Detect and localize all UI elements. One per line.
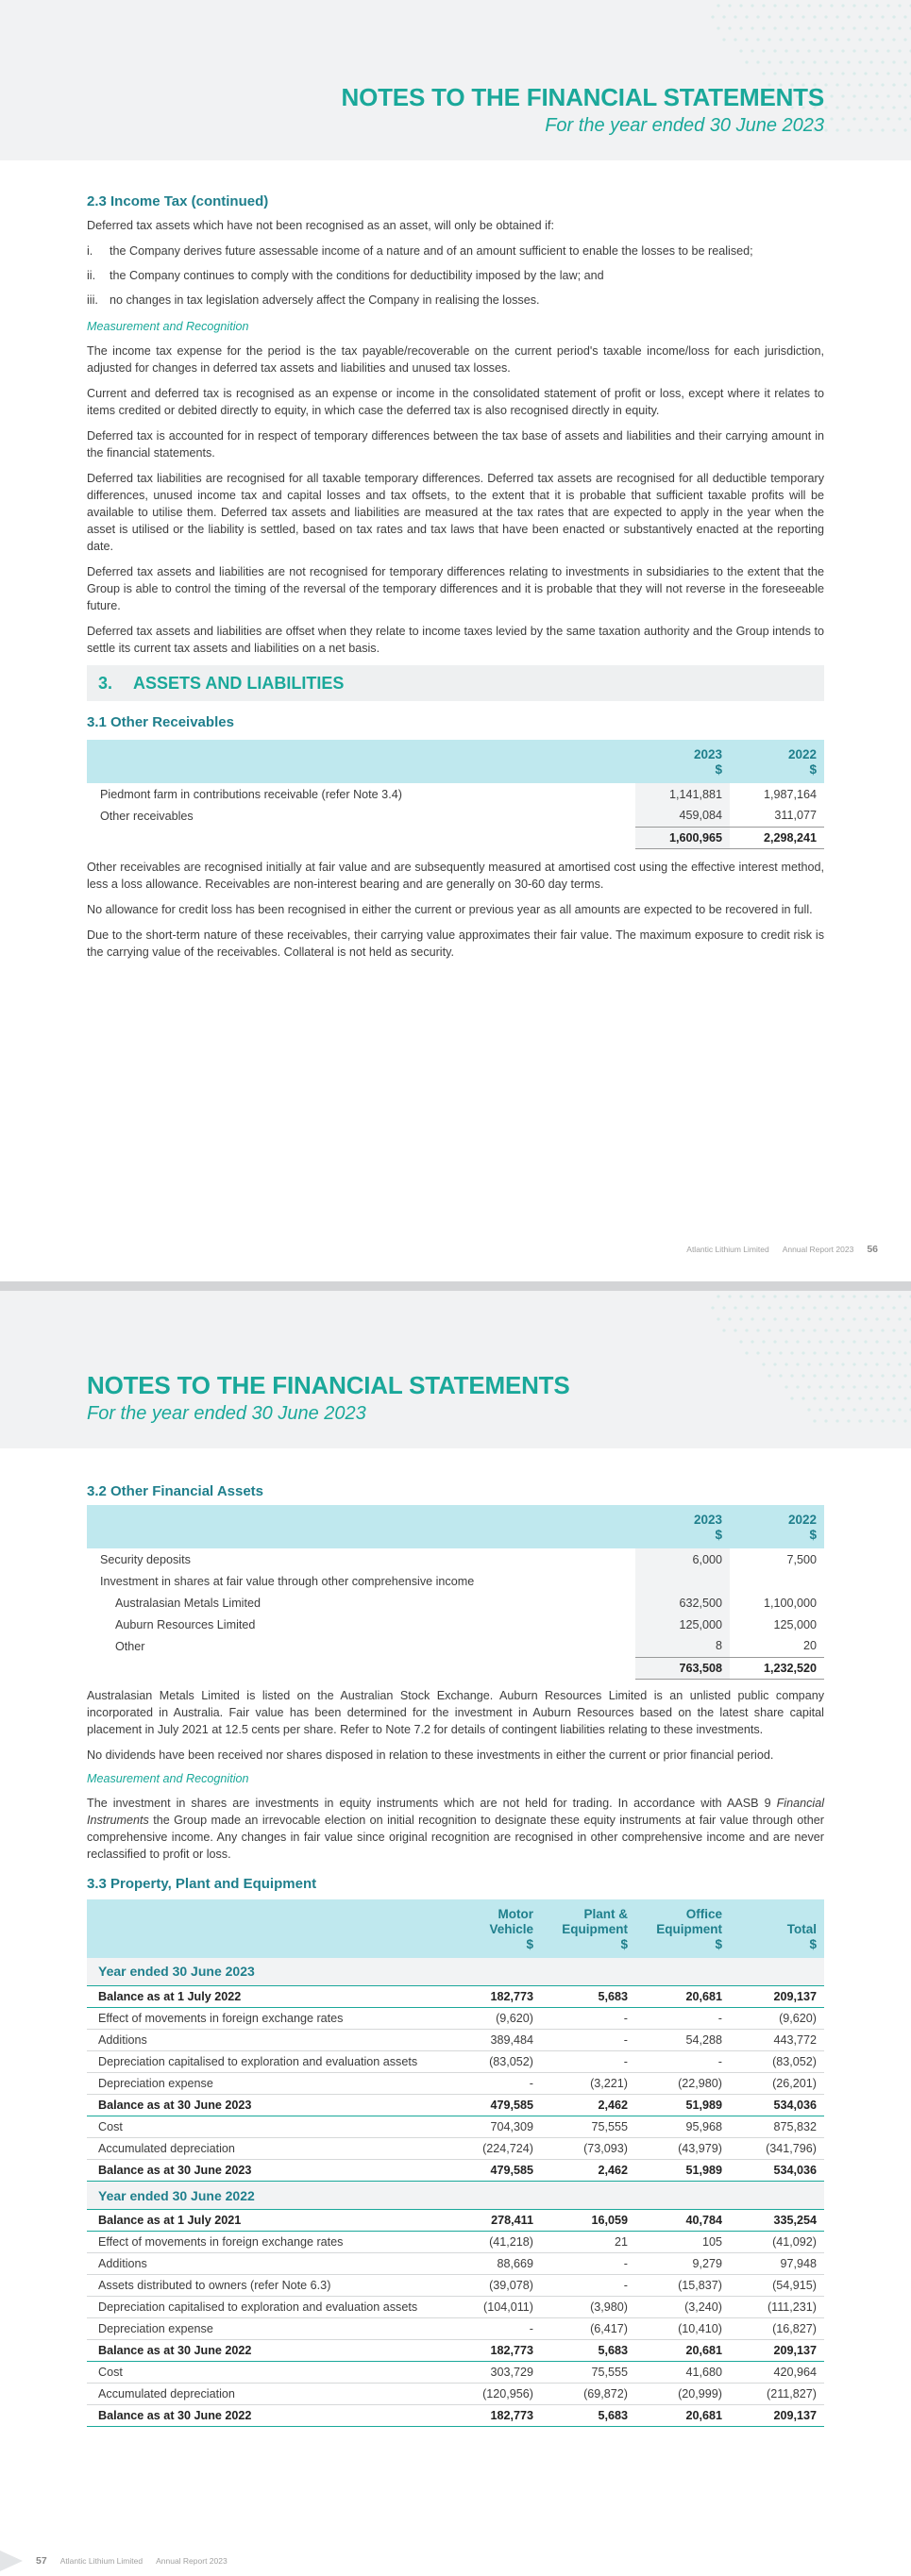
table-row: Balance as at 30 June 2023 479,585 2,462 51,989 534,036 bbox=[87, 2095, 824, 2116]
page-56 bbox=[0, 0, 911, 1281]
table-cell: 303,729 bbox=[447, 2362, 541, 2384]
table-cell: (120,956) bbox=[447, 2384, 541, 2405]
table-cell: 2,462 bbox=[541, 2095, 635, 2116]
paragraph: Deferred tax assets and liabilities are offset when they relate to income taxes levied by the same taxation authority and the Group intends to settle its current tax assets and liabilities on a net basis. bbox=[87, 625, 824, 655]
subheading-measurement: Measurement and Recognition bbox=[87, 320, 249, 333]
column-header: 2022 bbox=[787, 747, 817, 761]
column-header: Plant & bbox=[583, 1906, 628, 1921]
other-receivables-table: 2023 $ 2022 $ Piedmont farm in contributions receivable (refer Note 3.4) 1,141,881 1,987,164 Other receivables 459,084 311,077 1,600,965 2,298,241 bbox=[87, 740, 824, 849]
conditions-list bbox=[87, 243, 824, 309]
table-cell: (9,620) bbox=[447, 2008, 541, 2030]
table-cell: 16,059 bbox=[541, 2210, 635, 2232]
page-57 bbox=[0, 1291, 911, 2576]
table-cell: 51,989 bbox=[635, 2095, 730, 2116]
table-row: Assets distributed to owners (refer Note 6.3) (39,078) - (15,837) (54,915) bbox=[87, 2275, 824, 2297]
table-cell: 534,036 bbox=[730, 2160, 824, 2182]
table-cell: (211,827) bbox=[730, 2384, 824, 2405]
column-header: 2023 bbox=[693, 747, 722, 761]
table-cell: (26,201) bbox=[730, 2073, 824, 2095]
table-cell: 75,555 bbox=[541, 2116, 635, 2138]
footer-report: Annual Report 2023 bbox=[156, 2556, 228, 2566]
table-row: Piedmont farm in contributions receivable (refer Note 3.4) 1,141,881 1,987,164 bbox=[87, 783, 824, 805]
income-tax-section bbox=[87, 193, 824, 969]
table-cell: (22,980) bbox=[635, 2073, 730, 2095]
table-cell: 75,555 bbox=[541, 2362, 635, 2384]
table-cell: 182,773 bbox=[447, 1986, 541, 2008]
table-cell: 5,683 bbox=[541, 1986, 635, 2008]
paragraph: No allowance for credit loss has been recognised in either the current or previous year as all amounts are expected to be recovered in full. bbox=[87, 902, 813, 916]
table-cell: (41,092) bbox=[730, 2232, 824, 2253]
table-cell: (9,620) bbox=[730, 2008, 824, 2030]
paragraph: Current and deferred tax is recognised as an expense or income in the consolidated statement of profit or loss, except where it relates to items credited or debited directly to equity, in which case the deferred tax is also recognised directly in equity. bbox=[87, 387, 824, 417]
other-financial-assets-table: 2023 $ 2022 $ Security deposits 6,000 7,500 Investment in shares at fair value through other comprehensive income Australasian Metals Limited 632,500 1,100,000 Auburn Resources Limited 125,000 125,000 Other 8 20 763,508 1,232,520 bbox=[87, 1505, 824, 1680]
table-cell: 534,036 bbox=[730, 2095, 824, 2116]
paragraph: Deferred tax assets and liabilities are not recognised for temporary differences relating to investments in subsidiaries to the extent that the Group is able to control the timing of the reversal of the temporary differences and it is probable that they will not reverse in the foreseeable future. bbox=[87, 565, 824, 612]
table-cell: (39,078) bbox=[447, 2275, 541, 2297]
footer-company: Atlantic Lithium Limited bbox=[686, 1245, 769, 1254]
table-cell: 209,137 bbox=[730, 1986, 824, 2008]
section-title: ASSETS AND LIABILITIES bbox=[133, 673, 345, 693]
table-cell: (83,052) bbox=[730, 2051, 824, 2073]
section-heading: 2.3 Income Tax (continued) bbox=[87, 193, 269, 209]
page-title: NOTES TO THE FINANCIAL STATEMENTS bbox=[341, 83, 824, 111]
table-cell: (104,011) bbox=[447, 2297, 541, 2318]
table-cell: (3,221) bbox=[541, 2073, 635, 2095]
table-row: Other receivables 459,084 311,077 bbox=[87, 805, 824, 827]
table-cell: (224,724) bbox=[447, 2138, 541, 2160]
table-cell: 2,462 bbox=[541, 2160, 635, 2182]
table-cell: 51,989 bbox=[635, 2160, 730, 2182]
other-financial-assets-section bbox=[87, 1483, 824, 2427]
table-cell: 182,773 bbox=[447, 2340, 541, 2362]
dot-pattern-decoration bbox=[694, 1291, 911, 1432]
table-row: Depreciation capitalised to exploration and evaluation assets (104,011) (3,980) (3,240) (111,231) bbox=[87, 2297, 824, 2318]
table-cell: 105 bbox=[635, 2232, 730, 2253]
paragraph: Other receivables are recognised initially at fair value and are subsequently measured at amortised cost using the effective interest method, less a loss allowance. Receivables are non-interest bearing and are generally on 30-60 day terms. bbox=[87, 860, 824, 891]
table-cell: (15,837) bbox=[635, 2275, 730, 2297]
table-row: Auburn Resources Limited 125,000 125,000 bbox=[87, 1614, 824, 1635]
table-cell: 95,968 bbox=[635, 2116, 730, 2138]
table-cell: 40,784 bbox=[635, 2210, 730, 2232]
table-row: Depreciation capitalised to exploration and evaluation assets (83,052) - - (83,052) bbox=[87, 2051, 824, 2073]
table-total-row: 1,600,965 2,298,241 bbox=[87, 827, 824, 848]
table-cell: 479,585 bbox=[447, 2095, 541, 2116]
table-cell: - bbox=[635, 2051, 730, 2073]
table-cell: 209,137 bbox=[730, 2405, 824, 2427]
table-row: Accumulated depreciation (120,956) (69,872) (20,999) (211,827) bbox=[87, 2384, 824, 2405]
paragraph: Deferred tax is accounted for in respect of temporary differences between the tax base of assets and liabilities and their carrying amount in the financial statements. bbox=[87, 429, 824, 460]
table-cell: - bbox=[541, 2275, 635, 2297]
table-row: Balance as at 1 July 2022 182,773 5,683 20,681 209,137 bbox=[87, 1986, 824, 2008]
table-row: Cost 303,729 75,555 41,680 420,964 bbox=[87, 2362, 824, 2384]
column-header: Motor bbox=[498, 1906, 533, 1921]
table-cell: (43,979) bbox=[635, 2138, 730, 2160]
table-year-heading: Year ended 30 June 2022 bbox=[87, 2182, 824, 2210]
table-cell: 9,279 bbox=[635, 2253, 730, 2275]
table-row: Additions 88,669 - 9,279 97,948 bbox=[87, 2253, 824, 2275]
page-number: 56 bbox=[867, 1244, 878, 1255]
table-cell: 5,683 bbox=[541, 2405, 635, 2427]
table-cell: (69,872) bbox=[541, 2384, 635, 2405]
table-row: Other 8 20 bbox=[87, 1635, 824, 1657]
paragraph: No dividends have been received nor shares disposed in relation to these investments in either the current or prior financial period. bbox=[87, 1748, 774, 1762]
table-cell: 88,669 bbox=[447, 2253, 541, 2275]
page-title: NOTES TO THE FINANCIAL STATEMENTS bbox=[87, 1371, 570, 1399]
ppe-reconciliation-table: Motor Vehicle $ Plant & Equipment $ Office Equipment $ Total $ Year ended 30 June 2023 Balance as at 1 July 2022 182,773 5,683 20,681 209,137 Effect of movements in foreign exchange rates (9,620) - - (9,620) Additions 389,484 - 54,288 443,772 Depreciation capitalised to exploration and evaluation assets (83,052) - - (83,052) Depreciation expense - (3,221) (22,980) (26,201) Balance as at 30 June 2023 479,585 2,462 51,989 534,036 Cost 704,309 75,555 95,968 875,832 Accumulated depreciation (224,724) (73,093) (43,979) (341,796) Balance as at 30 June 2023 479,585 2,462 51,989 534,036 Year ended 30 June 2022 Balance as at 1 July 2021 278,411 16,059 40,784 335,254 Effect of movements in foreign exchange rates (41,218) 21 105 (41,092) Additions 88,669 - 9,279 97,948 Assets distributed to owners (refer Note 6.3) (39,078) - (15,837) (54,915) Depreciation capitalised to exploration and evaluation assets (104,011) (3,980) (3,240) (111,231) Depreciation expense - (6,417) (10,410) (16,827) Balance as at 30 June 2022 182,773 5,683 20,681 209,137 Cost 303,729 75,555 41,680 420,964 Accumulated depreciation (120,956) (69,872) (20,999) (211,827) Balance as at 30 June 2022 182,773 5,683 20,681 209,137 bbox=[87, 1899, 824, 2428]
table-cell: (20,999) bbox=[635, 2384, 730, 2405]
page-subtitle: For the year ended 30 June 2023 bbox=[87, 1403, 366, 1424]
table-row: Depreciation expense - (3,221) (22,980) (26,201) bbox=[87, 2073, 824, 2095]
page-footer bbox=[686, 1244, 878, 1255]
table-cell: - bbox=[541, 2253, 635, 2275]
table-cell: 182,773 bbox=[447, 2405, 541, 2427]
paragraph: The income tax expense for the period is the tax payable/recoverable on the current period's taxable income/loss for each jurisdiction, adjusted for changes in deferred tax assets and liabilities and unused tax losses. bbox=[87, 344, 824, 375]
table-cell: (6,417) bbox=[541, 2318, 635, 2340]
table-cell: 443,772 bbox=[730, 2030, 824, 2051]
table-total-row: 763,508 1,232,520 bbox=[87, 1657, 824, 1679]
table-row: Security deposits 6,000 7,500 bbox=[87, 1548, 824, 1570]
footer-report: Annual Report 2023 bbox=[782, 1245, 854, 1254]
page-footer bbox=[0, 2551, 228, 2571]
table-cell: 420,964 bbox=[730, 2362, 824, 2384]
page-header bbox=[0, 1291, 911, 1448]
table-cell: (73,093) bbox=[541, 2138, 635, 2160]
table-cell: - bbox=[541, 2051, 635, 2073]
paragraph: Deferred tax assets which have not been recognised as an asset, will only be obtained if: bbox=[87, 219, 554, 232]
section-band bbox=[87, 665, 824, 701]
table-cell: (3,240) bbox=[635, 2297, 730, 2318]
table-row: Cost 704,309 75,555 95,968 875,832 bbox=[87, 2116, 824, 2138]
page-header bbox=[0, 0, 911, 160]
column-header: Office bbox=[685, 1906, 722, 1921]
table-cell: (10,410) bbox=[635, 2318, 730, 2340]
table-cell: 54,288 bbox=[635, 2030, 730, 2051]
page-number: 57 bbox=[36, 2555, 47, 2567]
table-cell: - bbox=[447, 2073, 541, 2095]
list-item: ii. the Company continues to comply with the conditions for deductibility imposed by the law; and bbox=[87, 269, 604, 282]
table-cell: 335,254 bbox=[730, 2210, 824, 2232]
list-item: iii. no changes in tax legislation adversely affect the Company in realising the losses. bbox=[87, 293, 540, 307]
table-cell: 97,948 bbox=[730, 2253, 824, 2275]
table-row: Additions 389,484 - 54,288 443,772 bbox=[87, 2030, 824, 2051]
table-cell: 278,411 bbox=[447, 2210, 541, 2232]
table-cell: 479,585 bbox=[447, 2160, 541, 2182]
table-cell: (3,980) bbox=[541, 2297, 635, 2318]
table-cell: 21 bbox=[541, 2232, 635, 2253]
paragraph: Deferred tax liabilities are recognised for all taxable temporary differences. Deferred tax assets are recognised for all deductible temporary differences, unused income tax and capital losses and tax offsets, to the extent that it is probable that sufficient taxable profits will be available to utilise them. Deferred tax assets and liabilities are measured at the tax rates that are expected to apply in the year when the asset is utilised or the liability is settled, based on tax rates and tax laws that have been enacted or substantively enacted at the reporting date. bbox=[87, 472, 824, 553]
table-cell: 704,309 bbox=[447, 2116, 541, 2138]
table-cell: 389,484 bbox=[447, 2030, 541, 2051]
section-heading: 3.3 Property, Plant and Equipment bbox=[87, 1875, 317, 1892]
table-cell: - bbox=[635, 2008, 730, 2030]
paragraph: Due to the short-term nature of these receivables, their carrying value approximates their fair value. The maximum exposure to credit risk is the carrying value of the receivables. Collateral is not held as security. bbox=[87, 928, 824, 959]
table-cell: (16,827) bbox=[730, 2318, 824, 2340]
table-cell: 20,681 bbox=[635, 1986, 730, 2008]
table-row: Depreciation expense - (6,417) (10,410) (16,827) bbox=[87, 2318, 824, 2340]
column-header: 2022 bbox=[787, 1513, 817, 1527]
table-year-heading: Year ended 30 June 2023 bbox=[87, 1958, 824, 1986]
table-cell: - bbox=[541, 2030, 635, 2051]
table-row: Australasian Metals Limited 632,500 1,100,000 bbox=[87, 1592, 824, 1614]
footer-arrow-icon bbox=[0, 2551, 23, 2571]
table-row: Effect of movements in foreign exchange rates (9,620) - - (9,620) bbox=[87, 2008, 824, 2030]
table-cell: - bbox=[541, 2008, 635, 2030]
column-header: 2023 bbox=[693, 1513, 722, 1527]
section-heading: 3.1 Other Receivables bbox=[87, 714, 234, 730]
table-cell: (83,052) bbox=[447, 2051, 541, 2073]
table-cell: 5,683 bbox=[541, 2340, 635, 2362]
table-cell: 209,137 bbox=[730, 2340, 824, 2362]
table-row: Investment in shares at fair value through other comprehensive income bbox=[87, 1570, 824, 1592]
paragraph: The investment in shares are investments in equity instruments which are not held for trading. In accordance with AASB 9 Financial Instruments the Group made an irrevocable election on initial recognition to designate these equity instruments at fair value through other comprehensive income. Any changes in fair value since original recognition are recognised in other comprehensive income and are never reclassified to profit or loss. bbox=[87, 1796, 824, 1861]
section-heading: 3.2 Other Financial Assets bbox=[87, 1483, 264, 1499]
table-cell: (111,231) bbox=[730, 2297, 824, 2318]
footer-company: Atlantic Lithium Limited bbox=[59, 2556, 143, 2566]
ppe-table-body bbox=[87, 1958, 824, 2427]
table-row: Balance as at 30 June 2022 182,773 5,683 20,681 209,137 bbox=[87, 2340, 824, 2362]
table-cell: (41,218) bbox=[447, 2232, 541, 2253]
page-subtitle: For the year ended 30 June 2023 bbox=[545, 115, 824, 136]
table-cell: 41,680 bbox=[635, 2362, 730, 2384]
table-row: Balance as at 30 June 2023 479,585 2,462 51,989 534,036 bbox=[87, 2160, 824, 2182]
table-row: Balance as at 30 June 2022 182,773 5,683 20,681 209,137 bbox=[87, 2405, 824, 2427]
table-row: Effect of movements in foreign exchange rates (41,218) 21 105 (41,092) bbox=[87, 2232, 824, 2253]
table-cell: (54,915) bbox=[730, 2275, 824, 2297]
table-row: Balance as at 1 July 2021 278,411 16,059 40,784 335,254 bbox=[87, 2210, 824, 2232]
section-number: 3. bbox=[98, 673, 113, 693]
list-item: i. the Company derives future assessable income of a nature and of an amount sufficient to enable the losses to be realised; bbox=[87, 244, 753, 258]
table-cell: (341,796) bbox=[730, 2138, 824, 2160]
table-cell: 875,832 bbox=[730, 2116, 824, 2138]
table-cell: - bbox=[447, 2318, 541, 2340]
table-cell: 20,681 bbox=[635, 2405, 730, 2427]
table-row: Accumulated depreciation (224,724) (73,093) (43,979) (341,796) bbox=[87, 2138, 824, 2160]
paragraph: Australasian Metals Limited is listed on the Australian Stock Exchange. Auburn Resources Limited is an unlisted public company incorporated in Australia. Fair value has been determined for the investment in Auburn Resources based on the latest share capital placement in July 2021 at 12.5 cents per share. Refer to Note 7.2 for details of contingent liabilities relating to these investments. bbox=[87, 1688, 824, 1736]
table-cell: 20,681 bbox=[635, 2340, 730, 2362]
subheading-measurement: Measurement and Recognition bbox=[87, 1771, 249, 1785]
